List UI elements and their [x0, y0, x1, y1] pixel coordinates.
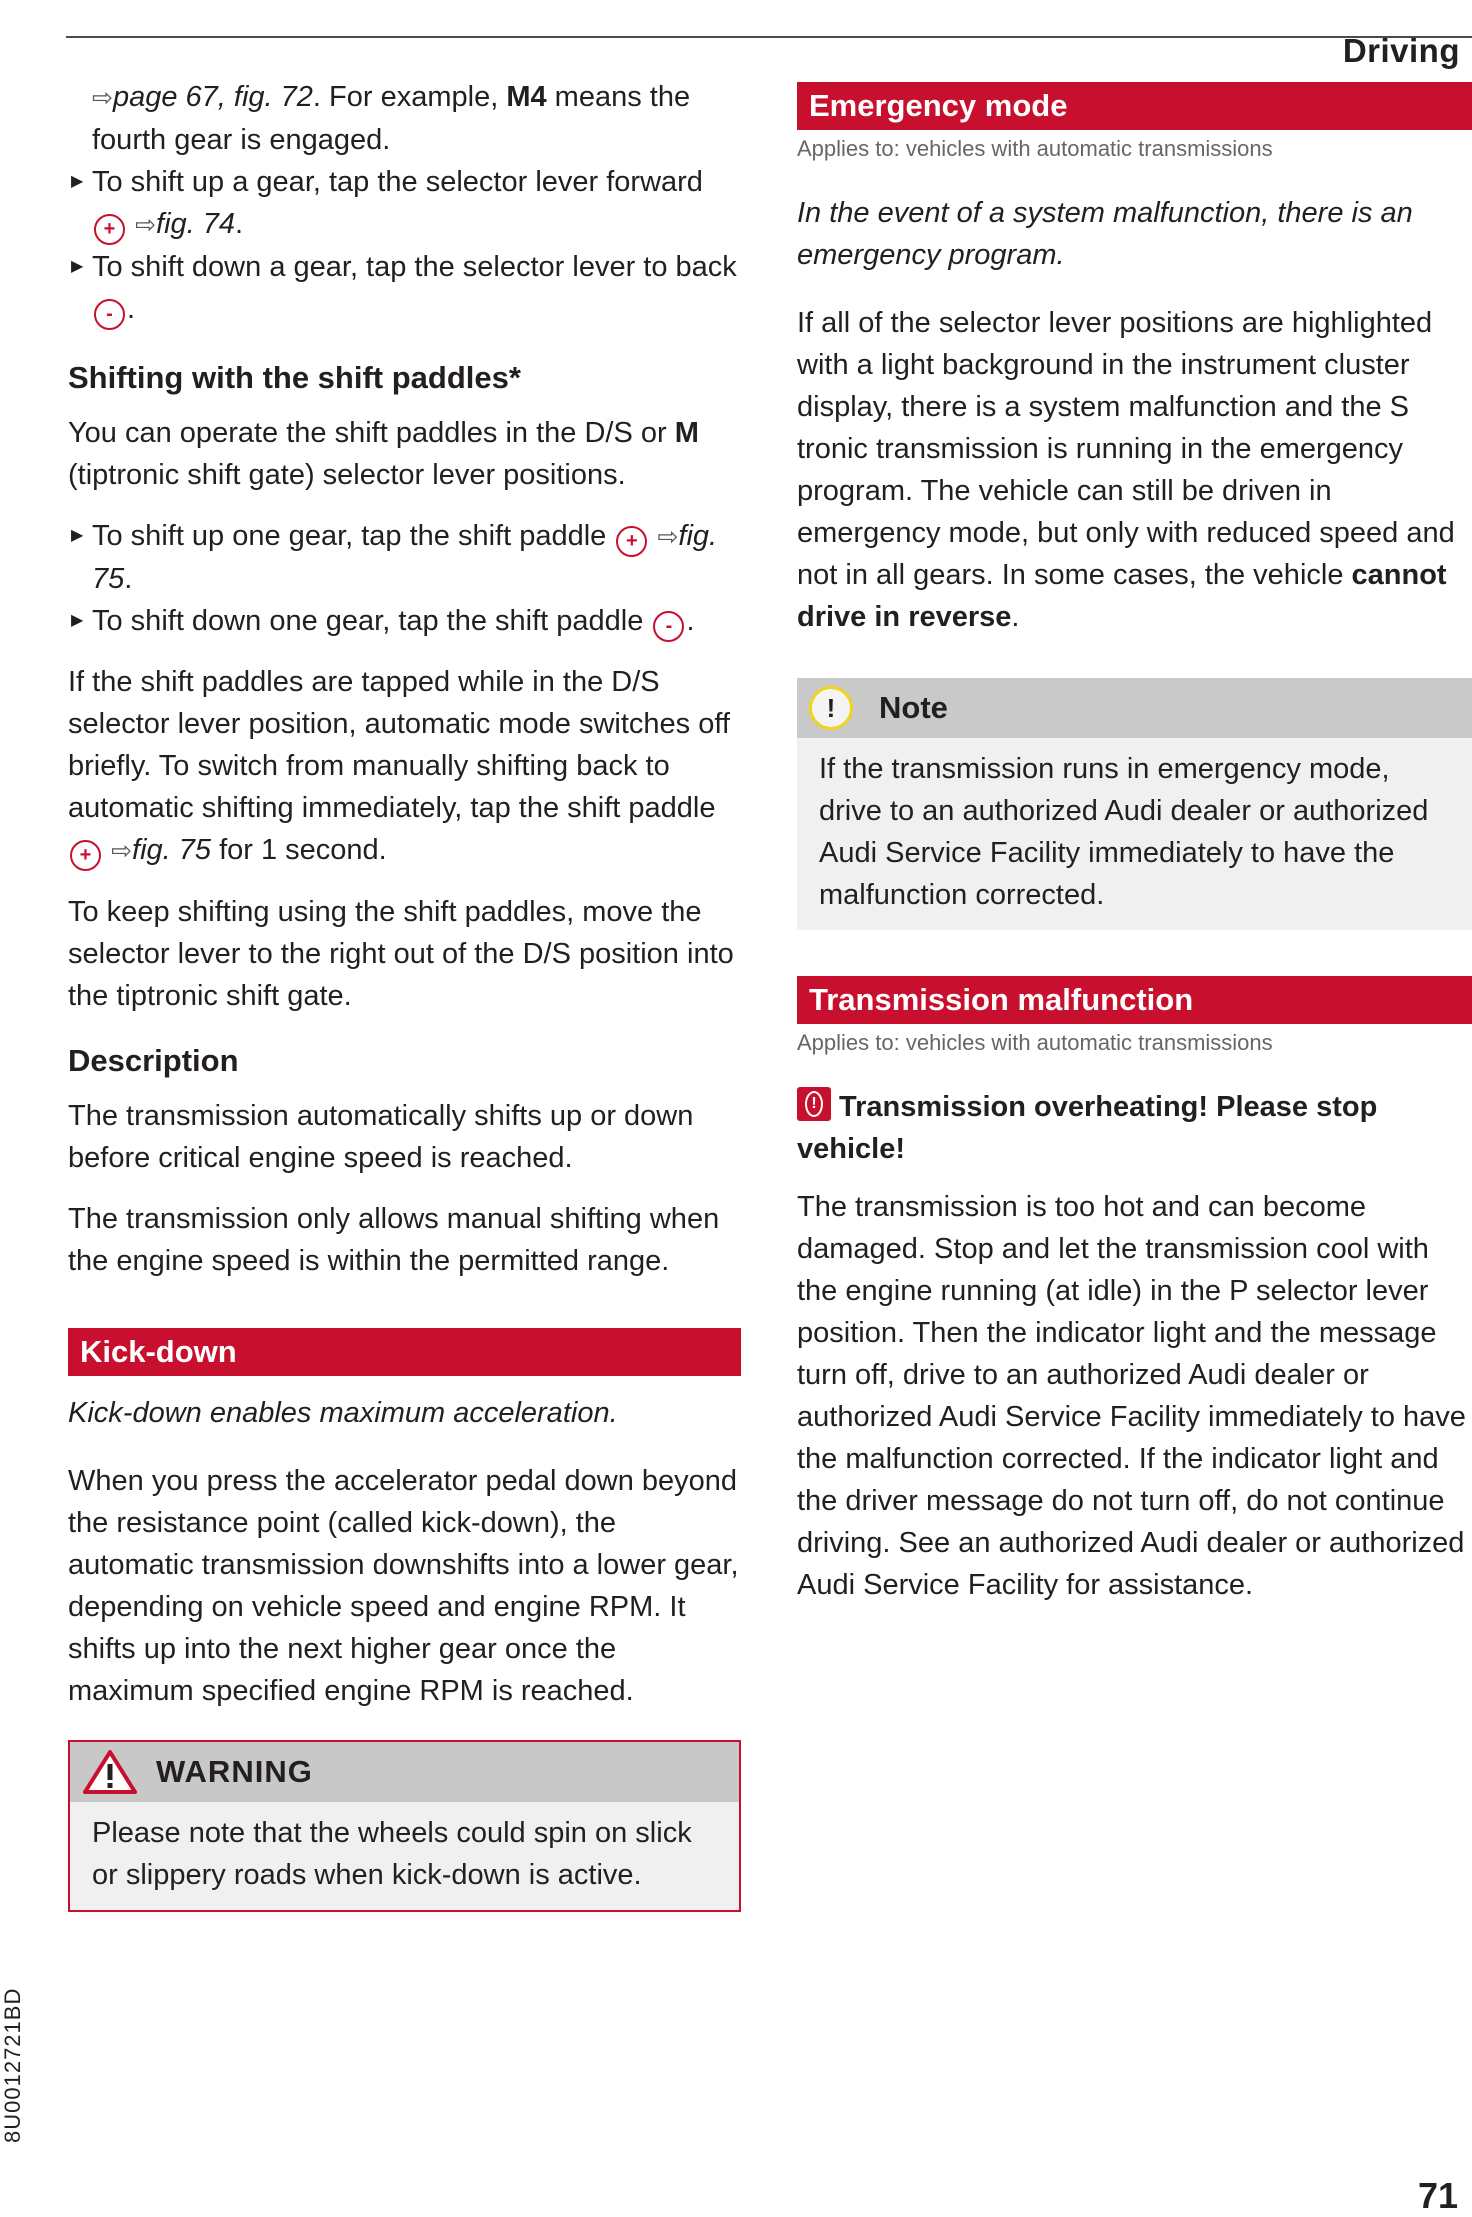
paragraph: The transmission is too hot and can become damaged. Stop and let the transmission cool with the engine running (at idle) in the P selector lever position. Then the indicator light and the message turn off, drive to an authorized Audi dealer or authorized Audi Service Facility immediately to have the malfunction corrected. If the indicator light and the driver message do not turn off, do not continue driving. See an authorized Audi dealer or authorized Audi Service Facility for assistance.: [797, 1191, 1466, 1601]
paragraph: To keep shifting using the shift paddles, move the selector lever to the right out of the D/S position into the tiptronic shift gate.: [68, 896, 734, 1012]
list-item: [68, 600, 741, 642]
xref-arrow-icon: ⇨: [111, 837, 133, 865]
list-item: [68, 161, 741, 246]
list-item: [68, 246, 741, 330]
bullet-icon: ▶: [71, 258, 84, 275]
punct: .: [1011, 601, 1020, 633]
applies-to: Applies to: vehicles with automatic transmissions: [797, 136, 1273, 161]
xref-arrow-icon: ⇨: [135, 211, 157, 239]
warning-text: Please note that the wheels could spin on slick or slippery roads when kick-down is active.: [92, 1817, 692, 1891]
section-banner-malfunction: Transmission malfunction: [797, 976, 1472, 1024]
note-body: [797, 738, 1472, 930]
gate-code: M: [674, 417, 699, 449]
note-title: Note: [879, 690, 948, 725]
section-lead: In the event of a system malfunction, there is an emergency program.: [797, 197, 1413, 271]
paragraph: The transmission automatically shifts up or down before critical engine speed is reached.: [68, 1100, 694, 1174]
section-banner-emergency: Emergency mode: [797, 82, 1472, 130]
section-lead: Kick-down enables maximum acceleration.: [68, 1397, 618, 1429]
xref-link[interactable]: fig. 75: [92, 520, 718, 595]
warning-header: [70, 1742, 739, 1802]
section-banner-kickdown: Kick-down: [68, 1328, 741, 1376]
subheading-description: Description: [68, 1043, 239, 1078]
punct: .: [686, 605, 695, 637]
plus-icon: +: [70, 840, 101, 871]
right-column: [797, 82, 1472, 1625]
bullet-icon: ▶: [71, 173, 84, 190]
punct: .: [235, 208, 244, 240]
paragraph-text: If the shift paddles are tapped while in the D/S selector lever position, automatic mode switches off briefly. To switch from manually shifting back to automatic shifting immediately, tap the shift paddle: [68, 666, 730, 824]
xref-arrow-icon: ⇨: [657, 523, 679, 551]
transmission-warning-icon: [797, 1087, 831, 1121]
warning-body: [70, 1802, 739, 1910]
emphasis-text: cannot drive in reverse: [797, 559, 1447, 633]
section-title: Driving: [1342, 32, 1460, 69]
minus-icon: -: [94, 299, 125, 330]
minus-icon: -: [653, 611, 684, 642]
list-item: [68, 515, 741, 600]
note-header: [797, 678, 1472, 738]
list-item-text: To shift down a gear, tap the selector lever to back: [92, 251, 737, 283]
left-column: [68, 76, 741, 1912]
list-item-text: To shift up one gear, tap the shift paddle: [92, 520, 607, 552]
xref-arrow-icon: ⇨: [92, 84, 113, 112]
intro-text: . For example,: [312, 81, 507, 113]
warning-box: [68, 1740, 741, 1912]
paragraph: [797, 302, 1472, 638]
driver-message: [797, 1086, 1472, 1170]
paragraph-text: If all of the selector lever positions are highlighted with a light background in the instrument cluster display, there is a system malfunction and the S tronic transmission is running in the emergency program. The vehicle can still be driven in emergency mode, but only with reduced speed and not in all gears. In some cases, the vehicle: [797, 307, 1455, 591]
plus-icon: +: [94, 214, 125, 245]
gear-code: M4: [506, 81, 547, 113]
punct: .: [124, 563, 133, 595]
xref-link[interactable]: page 67, fig. 72: [112, 81, 313, 113]
note-text: If the transmission runs in emergency mode, drive to an authorized Audi dealer or authorized Audi Service Facility immediately to have the malfunction corrected.: [819, 753, 1429, 911]
intro-paragraph: [68, 76, 741, 161]
paragraph: The transmission only allows manual shifting when the engine speed is within the permitted range.: [68, 1203, 720, 1277]
applies-to: Applies to: vehicles with automatic transmissions: [797, 1030, 1273, 1055]
paragraph: [68, 412, 741, 496]
plus-icon: +: [616, 526, 647, 557]
xref-link[interactable]: fig. 74: [156, 208, 236, 240]
list-item-text: To shift down one gear, tap the shift paddle: [92, 605, 644, 637]
paragraph: When you press the accelerator pedal down beyond the resistance point (called kick-down), the automatic transmission downshifts into a lower gear, depending on vehicle speed and engine RPM. It shifts up into the next higher gear once the maximum specified engine RPM is reached.: [68, 1465, 739, 1707]
document-code: 8U0012721BD: [0, 1987, 25, 2143]
bullet-icon: ▶: [71, 527, 84, 544]
bullet-icon: ▶: [71, 612, 84, 629]
driver-message-text: Transmission overheating! Please stop vehicle!: [797, 1091, 1378, 1165]
note-icon: !: [809, 686, 853, 730]
page-number: 71: [1417, 2175, 1458, 2216]
intro-text: means the fourth gear is engaged.: [92, 81, 691, 156]
xref-link[interactable]: fig. 75: [132, 834, 212, 866]
paragraph-text: You can operate the shift paddles in the D/S or: [68, 417, 675, 449]
paragraph-text: (tiptronic shift gate) selector lever positions.: [68, 459, 626, 491]
note-box: [797, 678, 1472, 930]
paragraph: [68, 661, 741, 872]
warning-triangle-icon: [82, 1749, 138, 1795]
header-rule: [66, 32, 1472, 69]
warning-title: WARNING: [156, 1754, 313, 1789]
subheading-paddles: Shifting with the shift paddles*: [68, 360, 521, 395]
list-item-text: To shift up a gear, tap the selector lever forward: [92, 166, 703, 198]
punct: .: [127, 293, 136, 325]
paragraph-text: for 1 second.: [219, 834, 387, 866]
